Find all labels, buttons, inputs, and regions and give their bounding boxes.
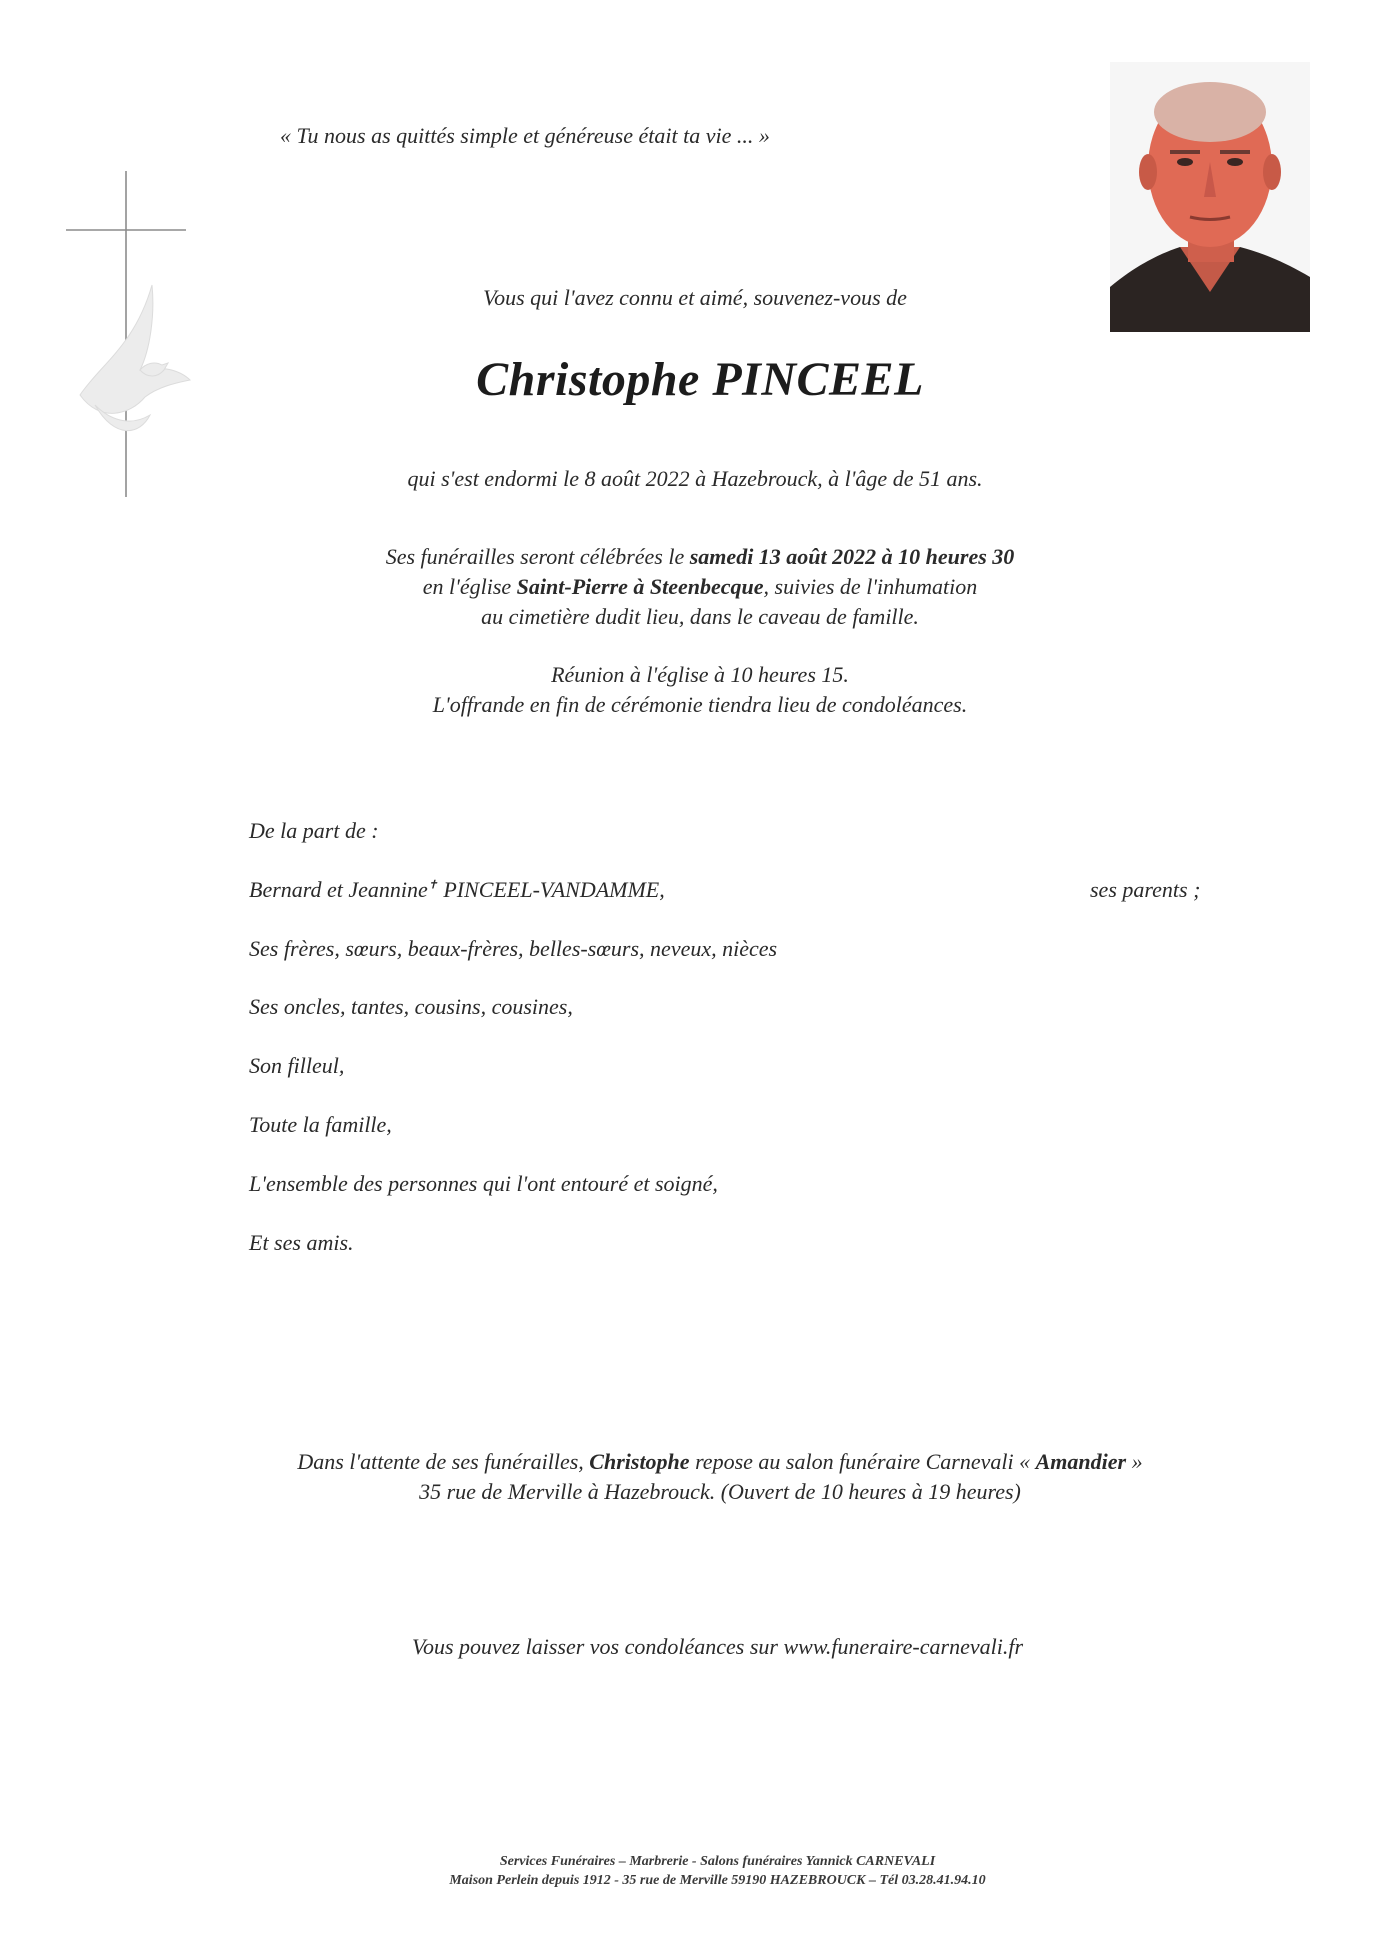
funeral-details xyxy=(0,542,1377,632)
footer xyxy=(0,1852,1377,1890)
footer-line-2: Maison Perlein depuis 1912 - 35 rue de Merville 59190 HAZEBROUCK – Tél 03.28.41.94.10 xyxy=(449,1873,986,1888)
footer-line-1: Services Funéraires – Marbrerie - Salons funéraires Yannick CARNEVALI xyxy=(499,1854,936,1869)
condolences-line: Vous pouvez laisser vos condoléances sur www.funeraire-carnevali.fr xyxy=(411,1634,1024,1659)
list-item: Ses oncles, tantes, cousins, cousines, xyxy=(249,994,573,1019)
meeting-info xyxy=(0,660,1377,720)
list-item: L'ensemble des personnes qui l'ont entouré et soigné, xyxy=(249,1171,718,1196)
list-item: Son filleul, xyxy=(249,1053,345,1078)
salon-line-2: 35 rue de Merville à Hazebrouck. (Ouvert de 10 heures à 19 heures) xyxy=(419,1479,1021,1504)
funeral-line-1: Ses funérailles seront célébrées le samedi 13 août 2022 à 10 heures 30 xyxy=(385,544,1015,569)
meeting-line-1: Réunion à l'église à 10 heures 15. xyxy=(551,662,849,687)
quote: « Tu nous as quittés simple et généreuse était ta vie ... » xyxy=(280,123,770,148)
parents-line: Bernard et Jeannine✝ PINCEEL-VANDAMME, xyxy=(249,877,665,902)
deceased-mark: ✝ xyxy=(427,877,438,892)
list-item: Et ses amis. xyxy=(249,1230,354,1255)
from-heading: De la part de : xyxy=(249,818,379,843)
intro-line: Vous qui l'avez connu et aimé, souvenez-vous de xyxy=(483,285,907,310)
death-notice: qui s'est endormi le 8 août 2022 à Hazebrouck, à l'âge de 51 ans. xyxy=(407,466,983,491)
meeting-line-2: L'offrande en fin de cérémonie tiendra lieu de condoléances. xyxy=(432,692,968,717)
list-item: Ses frères, sœurs, beaux-frères, belles-sœurs, neveux, nièces xyxy=(249,936,778,961)
list-item: Toute la famille, xyxy=(249,1112,392,1137)
parents-role: ses parents ; xyxy=(1090,877,1201,902)
church-name: Saint-Pierre à Steenbecque xyxy=(516,574,764,599)
funeral-line-2: en l'église Saint-Pierre à Steenbecque, suivies de l'inhumation xyxy=(422,574,978,599)
funeral-date: samedi 13 août 2022 à 10 heures 30 xyxy=(689,544,1015,569)
funeral-line-3: au cimetière dudit lieu, dans le caveau de famille. xyxy=(481,604,919,629)
deceased-name: Christophe PINCEEL xyxy=(476,353,924,406)
salon-line-1: Dans l'attente de ses funérailles, Christophe repose au salon funéraire Carnevali « Amandier » xyxy=(297,1449,1143,1474)
salon-info xyxy=(0,1447,1377,1507)
cross-with-dove-icon xyxy=(40,165,200,505)
